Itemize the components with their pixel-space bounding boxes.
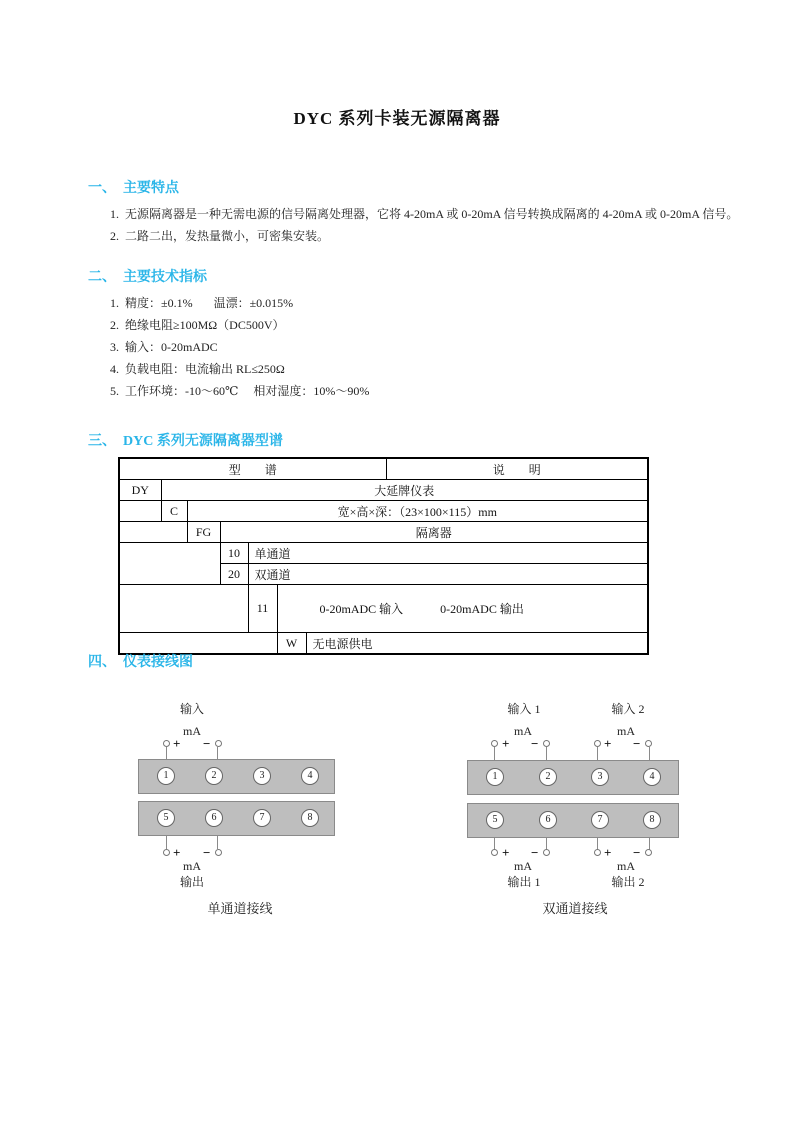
plus-sign: + <box>604 845 612 860</box>
section-wiring <box>88 655 748 671</box>
unit-label: mA <box>617 724 635 738</box>
desc-cell-10: 单通道 <box>248 543 648 564</box>
specs-heading: 二、 主要技术指标 <box>88 270 207 285</box>
terminal-5: 5 <box>486 811 504 829</box>
code-cell-20: 20 <box>220 564 248 585</box>
terminal-circle <box>645 740 652 747</box>
plus-sign: + <box>173 736 181 751</box>
unit-label: mA <box>617 859 635 873</box>
connector-line <box>649 837 650 850</box>
terminal-strip-top <box>138 759 335 794</box>
minus-sign: − <box>203 845 211 860</box>
diagram-caption: 双通道接线 <box>542 901 608 916</box>
header-cell-desc: 说 明 <box>386 458 648 480</box>
terminal-circle <box>543 740 550 747</box>
table-row-dy <box>119 480 648 501</box>
minus-sign: − <box>633 736 641 751</box>
minus-sign: − <box>203 736 211 751</box>
terminal-circle <box>594 740 601 747</box>
spec-item-5: 5. 工作环境：-10～60℃ 相对湿度：10%～90% <box>110 384 370 398</box>
output2-label: 输出 2 <box>611 875 645 889</box>
unit-label: mA <box>183 724 201 738</box>
terminal-3: 3 <box>253 767 271 785</box>
minus-sign: − <box>633 845 641 860</box>
table-row-c <box>119 501 648 522</box>
desc-cell-11 <box>277 585 648 633</box>
desc-cell-20: 双通道 <box>248 564 648 585</box>
dual-channel-diagram <box>455 700 695 925</box>
section-specs <box>88 270 748 402</box>
desc-cell-w: 无电源供电 <box>306 633 648 655</box>
spec-item-3: 3. 输入：0-20mADC <box>110 340 218 354</box>
terminal-circle <box>163 849 170 856</box>
terminal-2: 2 <box>205 767 223 785</box>
features-item-1: 1. 无源隔离器是一种无需电源的信号隔离处理器，它将 4-20mA 或 0-20mA 信号转换成隔离的 4-20mA 或 0-20mA 信号。 <box>110 207 739 221</box>
features-heading: 一、 主要特点 <box>88 181 179 196</box>
code-cell-w: W <box>277 633 306 655</box>
code-cell-fg: FG <box>187 522 220 543</box>
input-label: 输入 <box>179 702 204 716</box>
section-features <box>88 181 748 247</box>
specs-list <box>110 292 748 402</box>
section-model-table <box>88 434 748 655</box>
minus-sign: − <box>531 845 539 860</box>
wiring-heading: 四、 仪表接线图 <box>88 655 193 670</box>
table-row-10 <box>119 543 648 564</box>
terminal-8: 8 <box>643 811 661 829</box>
code-cell-dy: DY <box>119 480 161 501</box>
terminal-7: 7 <box>253 809 271 827</box>
plus-sign: + <box>173 845 181 860</box>
code-cell-10: 10 <box>220 543 248 564</box>
desc-cell-fg: 隔离器 <box>220 522 648 543</box>
io-output-label: 0-20mADC 输出 <box>440 602 524 616</box>
empty-cell <box>119 501 161 522</box>
unit-label: mA <box>514 724 532 738</box>
output-label: 输出 <box>179 875 204 889</box>
spec-item-1: 1. 精度：±0.1% 温漂：±0.015% <box>110 296 294 310</box>
terminal-3: 3 <box>591 768 609 786</box>
input1-label: 输入 1 <box>507 702 541 716</box>
terminal-5: 5 <box>157 809 175 827</box>
empty-cell <box>119 585 248 633</box>
connector-line <box>166 835 167 849</box>
terminal-circle <box>215 740 222 747</box>
terminal-circle <box>594 849 601 856</box>
desc-cell-c: 宽×高×深：（23×100×115）mm <box>187 501 648 522</box>
table-row-11 <box>119 585 648 633</box>
empty-cell <box>119 633 277 655</box>
terminal-2: 2 <box>539 768 557 786</box>
plus-sign: + <box>502 736 510 751</box>
code-cell-c: C <box>161 501 187 522</box>
desc-cell-dy: 大延牌仪表 <box>161 480 648 501</box>
terminal-circle <box>163 740 170 747</box>
table-row-fg <box>119 522 648 543</box>
page-title: DYC 系列卡装无源隔离器 <box>293 109 501 128</box>
terminal-circle <box>491 740 498 747</box>
terminal-4: 4 <box>301 767 319 785</box>
connector-line <box>217 835 218 849</box>
unit-label: mA <box>514 859 532 873</box>
spec-item-4: 4. 负载电阻：电流输出 RL≤250Ω <box>110 362 285 376</box>
input2-label: 输入 2 <box>611 702 645 716</box>
terminal-circle <box>491 849 498 856</box>
terminal-6: 6 <box>539 811 557 829</box>
terminal-8: 8 <box>301 809 319 827</box>
terminal-6: 6 <box>205 809 223 827</box>
table-row-w <box>119 633 648 655</box>
minus-sign: − <box>531 736 539 751</box>
single-channel-diagram <box>130 700 360 925</box>
io-input-label: 0-20mADC 输入 <box>319 602 404 616</box>
terminal-circle <box>215 849 222 856</box>
terminal-strip-bottom <box>467 803 679 838</box>
unit-label: mA <box>183 859 201 873</box>
model-table <box>118 457 649 655</box>
empty-cell <box>119 522 187 543</box>
terminal-1: 1 <box>157 767 175 785</box>
plus-sign: + <box>604 736 612 751</box>
terminal-circle <box>543 849 550 856</box>
features-list <box>110 203 748 247</box>
table-header-row <box>119 458 648 480</box>
terminal-circle <box>645 849 652 856</box>
terminal-strip-bottom <box>138 801 335 836</box>
output1-label: 输出 1 <box>507 875 541 889</box>
diagram-caption: 单通道接线 <box>207 901 273 916</box>
terminal-1: 1 <box>486 768 504 786</box>
spec-item-2: 2. 绝缘电阻≥100MΩ（DC500V） <box>110 318 285 332</box>
model-table-heading: 三、 DYC 系列无源隔离器型谱 <box>88 434 283 449</box>
empty-cell <box>119 543 220 585</box>
features-item-2: 2. 二路二出，发热量微小，可密集安装。 <box>110 229 330 243</box>
plus-sign: + <box>502 845 510 860</box>
terminal-strip-top <box>467 760 679 795</box>
terminal-7: 7 <box>591 811 609 829</box>
header-cell-model: 型 谱 <box>119 458 386 480</box>
code-cell-11: 11 <box>248 585 277 633</box>
terminal-4: 4 <box>643 768 661 786</box>
